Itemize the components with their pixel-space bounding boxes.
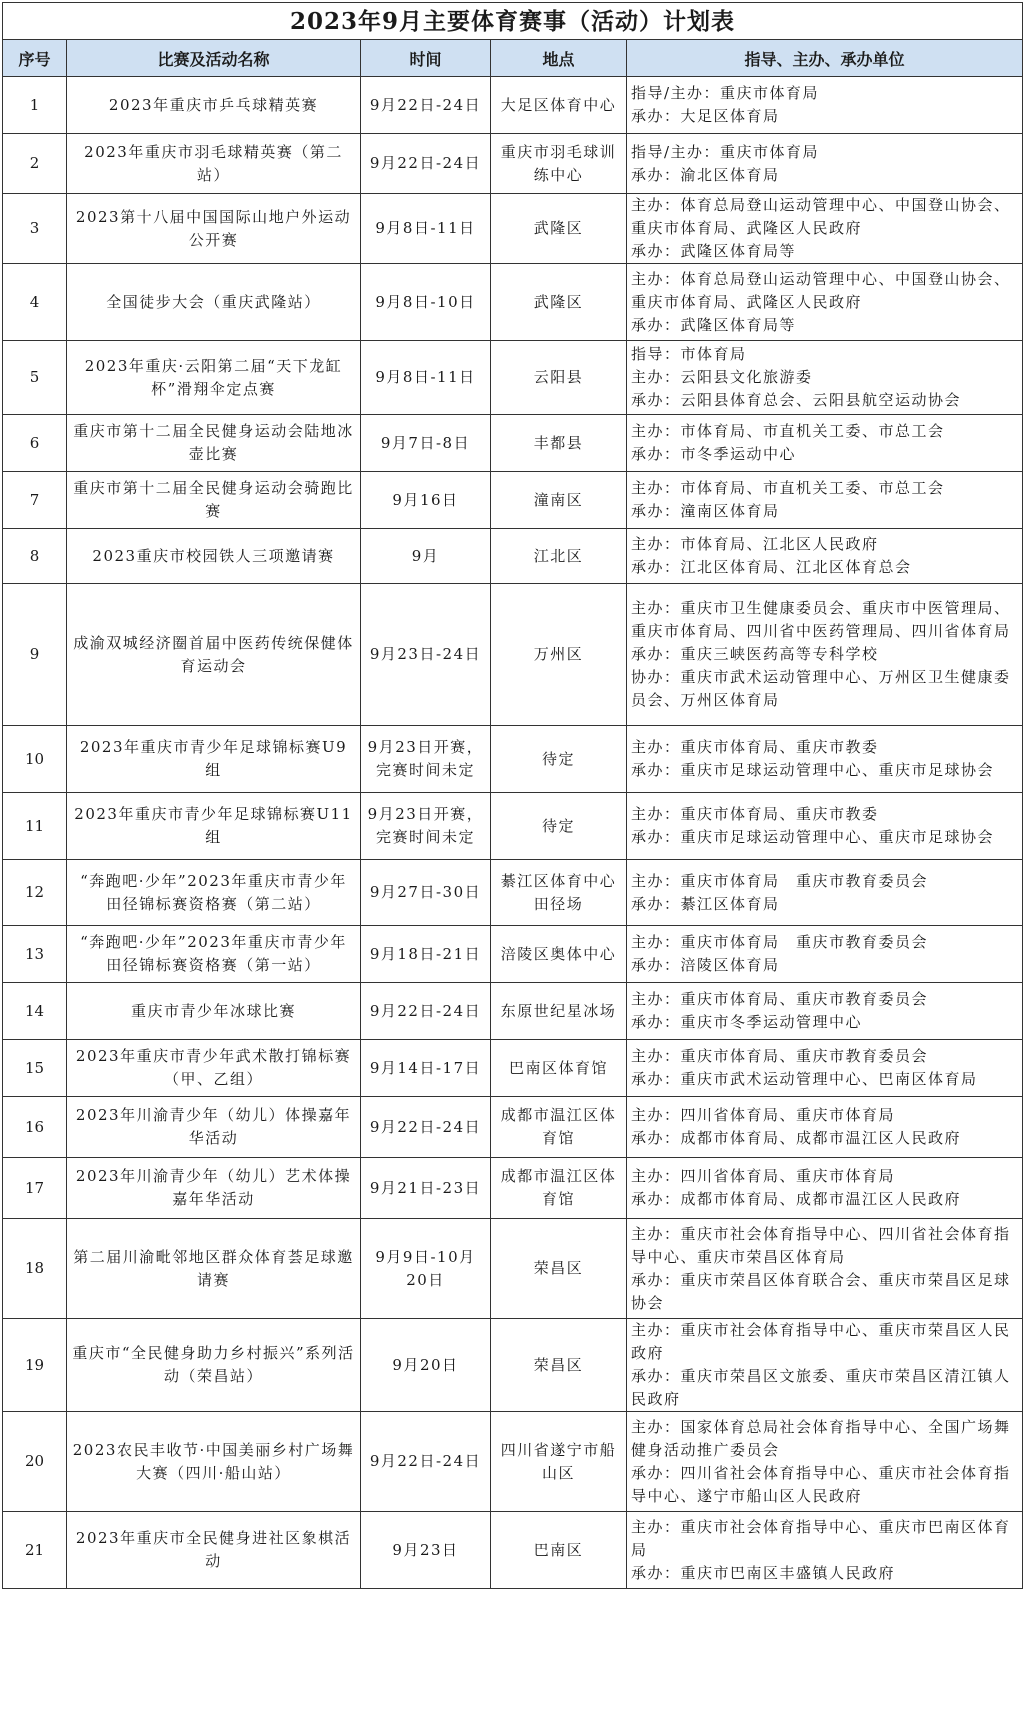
cell-no: 2 [3,134,67,194]
cell-place: 四川省遂宁市船山区 [491,1412,627,1512]
cell-event-name: 成渝双城经济圈首届中医药传统保健体育运动会 [67,584,361,726]
organizer-line: 承办：大足区体育局 [631,107,780,125]
cell-organizers [627,77,1023,134]
cell-event-name: 2023第十八届中国国际山地户外运动公开赛 [67,194,361,264]
cell-organizers [627,341,1023,415]
cell-organizers [627,1158,1023,1219]
cell-no: 20 [3,1412,67,1512]
cell-organizers [627,529,1023,584]
header-row [3,40,1023,77]
cell-place: 万州区 [491,584,627,726]
table-row [3,415,1023,472]
cell-no: 16 [3,1097,67,1158]
cell-place: 巴南区 [491,1512,627,1589]
organizer-line: 承办：江北区体育局、江北区体育总会 [631,558,912,576]
cell-organizers [627,793,1023,860]
cell-time: 9月23日 [361,1512,491,1589]
page-title: 2023年9月主要体育赛事（活动）计划表 [3,3,1023,40]
cell-place: 江北区 [491,529,627,584]
organizer-line: 主办：重庆市社会体育指导中心、重庆市巴南区体育局 [631,1517,1011,1559]
organizer-line: 主办：体育总局登山运动管理中心、中国登山协会、重庆市体育局、武隆区人民政府 [631,196,1011,237]
cell-no: 12 [3,860,67,926]
header-time: 时间 [361,40,491,77]
cell-place: 巴南区体育馆 [491,1040,627,1097]
cell-event-name: “奔跑吧·少年”2023年重庆市青少年田径锦标赛资格赛（第二站） [67,860,361,926]
table-row [3,584,1023,726]
table-row [3,134,1023,194]
organizer-line: 承办：潼南区体育局 [631,502,780,520]
cell-no: 15 [3,1040,67,1097]
table-row [3,1040,1023,1097]
cell-time: 9月8日-11日 [361,194,491,264]
cell-organizers [627,983,1023,1040]
cell-event-name: 重庆市第十二届全民健身运动会陆地冰壶比赛 [67,415,361,472]
cell-no: 3 [3,194,67,264]
table-row [3,264,1023,341]
cell-no: 9 [3,584,67,726]
cell-event-name: 2023年重庆市青少年武术散打锦标赛（甲、乙组） [67,1040,361,1097]
cell-event-name: 2023年重庆·云阳第二届“天下龙缸杯”滑翔伞定点赛 [67,341,361,415]
cell-no: 18 [3,1219,67,1319]
organizer-line: 主办：重庆市体育局、重庆市教委 [631,738,879,756]
cell-time: 9月23日开赛，完赛时间未定 [361,726,491,793]
cell-organizers [627,1219,1023,1319]
cell-time: 9月22日-24日 [361,1412,491,1512]
organizer-line: 承办：云阳县体育总会、云阳县航空运动协会 [631,391,962,409]
organizer-line: 承办：四川省社会体育指导中心、重庆市社会体育指导中心、遂宁市船山区人民政府 [631,1463,1011,1505]
table-row [3,1219,1023,1319]
organizer-line: 指导/主办：重庆市体育局 [631,84,820,102]
organizer-line: 主办：重庆市体育局 重庆市教育委员会 [631,871,929,890]
cell-organizers [627,860,1023,926]
table-row [3,793,1023,860]
organizer-line: 主办：重庆市社会体育指导中心、重庆市荣昌区人民政府 [631,1321,1011,1362]
cell-place: 云阳县 [491,341,627,415]
cell-place: 武隆区 [491,264,627,341]
organizer-line: 承办：重庆市武术运动管理中心、巴南区体育局 [631,1070,978,1088]
organizer-line: 承办：重庆市巴南区丰盛镇人民政府 [631,1563,896,1582]
header-place: 地点 [491,40,627,77]
organizer-line: 承办：市冬季运动中心 [631,445,797,463]
cell-time: 9月14日-17日 [361,1040,491,1097]
cell-organizers [627,264,1023,341]
cell-organizers [627,584,1023,726]
cell-time: 9月22日-24日 [361,1097,491,1158]
cell-place: 待定 [491,793,627,860]
organizer-line: 承办：重庆市冬季运动管理中心 [631,1013,863,1031]
organizer-line: 主办：市体育局、江北区人民政府 [631,535,879,553]
organizer-line: 主办：重庆市体育局、重庆市教育委员会 [631,990,929,1008]
cell-no: 10 [3,726,67,793]
organizer-line: 指导：市体育局 [631,345,747,363]
cell-no: 21 [3,1512,67,1589]
title-row [3,3,1023,40]
cell-event-name: 2023农民丰收节·中国美丽乡村广场舞大赛（四川·船山站） [67,1412,361,1512]
cell-time: 9月8日-10日 [361,264,491,341]
table-row [3,860,1023,926]
table-row [3,1512,1023,1589]
cell-place: 涪陵区奥体中心 [491,926,627,983]
cell-place: 荣昌区 [491,1319,627,1412]
organizer-line: 承办：綦江区体育局 [631,894,780,913]
cell-event-name: 2023年川渝青少年（幼儿）体操嘉年华活动 [67,1097,361,1158]
organizer-line: 主办：四川省体育局、重庆市体育局 [631,1106,896,1124]
organizer-line: 承办：武隆区体育局等 [631,315,797,334]
organizer-line: 承办：重庆三峡医药高等专科学校 [631,645,879,663]
cell-time: 9月 [361,529,491,584]
table-row [3,77,1023,134]
cell-time: 9月23日开赛，完赛时间未定 [361,793,491,860]
header-org: 指导、主办、承办单位 [627,40,1023,77]
cell-event-name: 第二届川渝毗邻地区群众体育荟足球邀请赛 [67,1219,361,1319]
cell-no: 8 [3,529,67,584]
header-name: 比赛及活动名称 [67,40,361,77]
cell-event-name: 2023重庆市校园铁人三项邀请赛 [67,529,361,584]
table-row [3,1097,1023,1158]
cell-place: 大足区体育中心 [491,77,627,134]
cell-place: 綦江区体育中心田径场 [491,860,627,926]
cell-time: 9月22日-24日 [361,134,491,194]
cell-no: 14 [3,983,67,1040]
cell-no: 6 [3,415,67,472]
organizer-line: 主办：市体育局、市直机关工委、市总工会 [631,479,945,497]
cell-organizers [627,1412,1023,1512]
organizer-line: 主办：重庆市卫生健康委员会、重庆市中医管理局、重庆市体育局、四川省中医药管理局、四川省体育局 [631,599,1011,640]
cell-no: 5 [3,341,67,415]
cell-time: 9月21日-23日 [361,1158,491,1219]
table-row [3,1412,1023,1512]
cell-time: 9月22日-24日 [361,983,491,1040]
table-row [3,472,1023,529]
cell-no: 13 [3,926,67,983]
organizer-line: 承办：涪陵区体育局 [631,956,780,974]
cell-place: 成都市温江区体育馆 [491,1158,627,1219]
cell-event-name: 2023年重庆市乒乓球精英赛 [67,77,361,134]
cell-time: 9月23日-24日 [361,584,491,726]
cell-event-name: 2023年川渝青少年（幼儿）艺术体操嘉年华活动 [67,1158,361,1219]
cell-organizers [627,726,1023,793]
table-row [3,726,1023,793]
cell-place: 荣昌区 [491,1219,627,1319]
cell-organizers [627,1040,1023,1097]
cell-time: 9月22日-24日 [361,77,491,134]
organizer-line: 主办：四川省体育局、重庆市体育局 [631,1167,896,1185]
cell-no: 19 [3,1319,67,1412]
cell-place: 成都市温江区体育馆 [491,1097,627,1158]
organizer-line: 主办：重庆市体育局、重庆市教委 [631,805,879,823]
cell-event-name: 重庆市“全民健身助力乡村振兴”系列活动（荣昌站） [67,1319,361,1412]
cell-event-name: 重庆市第十二届全民健身运动会骑跑比赛 [67,472,361,529]
cell-no: 11 [3,793,67,860]
table-row [3,983,1023,1040]
cell-place: 东原世纪星冰场 [491,983,627,1040]
cell-no: 4 [3,264,67,341]
organizer-line: 主办：云阳县文化旅游委 [631,368,813,386]
cell-place: 丰都县 [491,415,627,472]
organizer-line: 协办：重庆市武术运动管理中心、万州区卫生健康委员会、万州区体育局 [631,668,1011,709]
cell-event-name: 全国徒步大会（重庆武隆站） [67,264,361,341]
table-row [3,341,1023,415]
cell-place: 待定 [491,726,627,793]
cell-organizers [627,472,1023,529]
schedule-table [2,2,1023,1589]
organizer-line: 主办：国家体育总局社会体育指导中心、全国广场舞健身活动推广委员会 [631,1417,1011,1459]
cell-time: 9月27日-30日 [361,860,491,926]
cell-organizers [627,194,1023,264]
cell-event-name: 重庆市青少年冰球比赛 [67,983,361,1040]
cell-place: 重庆市羽毛球训练中心 [491,134,627,194]
table-row [3,529,1023,584]
organizer-line: 承办：武隆区体育局等 [631,242,797,260]
cell-time: 9月7日-8日 [361,415,491,472]
table-row [3,1319,1023,1412]
organizer-line: 承办：成都市体育局、成都市温江区人民政府 [631,1190,962,1208]
cell-organizers [627,926,1023,983]
organizer-line: 承办：渝北区体育局 [631,165,780,184]
table-row [3,1158,1023,1219]
schedule-sheet [2,2,1022,1589]
cell-event-name: 2023年重庆市羽毛球精英赛（第二站） [67,134,361,194]
cell-organizers [627,1319,1023,1412]
cell-event-name: 2023年重庆市青少年足球锦标赛U9组 [67,726,361,793]
organizer-line: 承办：重庆市荣昌区体育联合会、重庆市荣昌区足球协会 [631,1270,1011,1312]
organizer-line: 承办：重庆市足球运动管理中心、重庆市足球协会 [631,828,995,846]
cell-organizers [627,134,1023,194]
cell-event-name: 2023年重庆市青少年足球锦标赛U11组 [67,793,361,860]
cell-time: 9月8日-11日 [361,341,491,415]
cell-place: 武隆区 [491,194,627,264]
organizer-line: 主办：重庆市体育局、重庆市教育委员会 [631,1047,929,1065]
cell-no: 7 [3,472,67,529]
cell-no: 1 [3,77,67,134]
table-row [3,194,1023,264]
cell-event-name: 2023年重庆市全民健身进社区象棋活动 [67,1512,361,1589]
organizer-line: 主办：重庆市体育局 重庆市教育委员会 [631,933,929,951]
organizer-line: 主办：市体育局、市直机关工委、市总工会 [631,422,945,440]
header-no: 序号 [3,40,67,77]
cell-place: 潼南区 [491,472,627,529]
organizer-line: 主办：重庆市社会体育指导中心、四川省社会体育指导中心、重庆市荣昌区体育局 [631,1224,1011,1266]
cell-time: 9月16日 [361,472,491,529]
table-row [3,926,1023,983]
cell-time: 9月9日-10月20日 [361,1219,491,1319]
cell-organizers [627,1097,1023,1158]
cell-organizers [627,1512,1023,1589]
cell-event-name: “奔跑吧·少年”2023年重庆市青少年田径锦标赛资格赛（第一站） [67,926,361,983]
cell-time: 9月20日 [361,1319,491,1412]
organizer-line: 承办：重庆市荣昌区文旅委、重庆市荣昌区清江镇人民政府 [631,1367,1011,1408]
organizer-line: 指导/主办：重庆市体育局 [631,142,820,161]
organizer-line: 承办：成都市体育局、成都市温江区人民政府 [631,1129,962,1147]
table-body [3,77,1023,1589]
cell-no: 17 [3,1158,67,1219]
cell-time: 9月18日-21日 [361,926,491,983]
cell-organizers [627,415,1023,472]
organizer-line: 主办：体育总局登山运动管理中心、中国登山协会、重庆市体育局、武隆区人民政府 [631,269,1011,311]
organizer-line: 承办：重庆市足球运动管理中心、重庆市足球协会 [631,761,995,779]
